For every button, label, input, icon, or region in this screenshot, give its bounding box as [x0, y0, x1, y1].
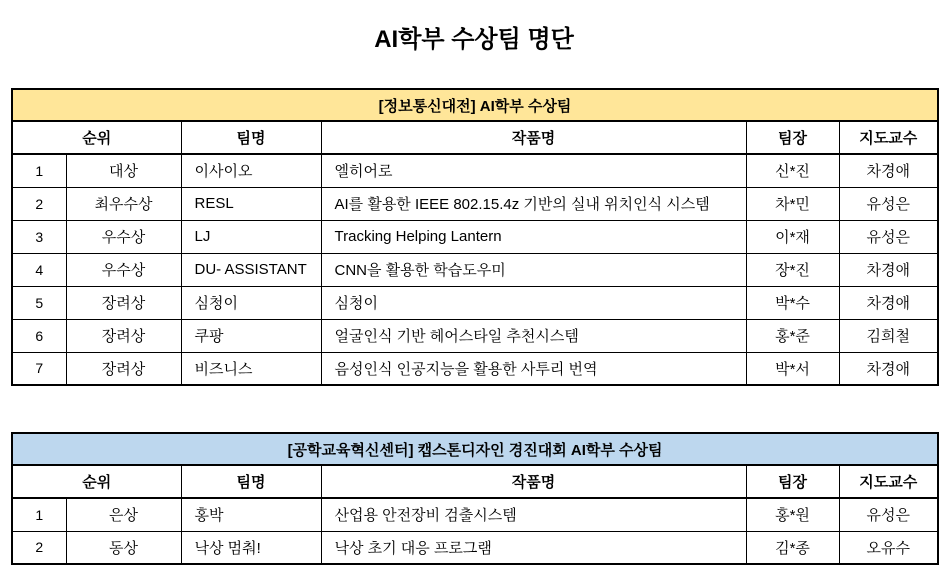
- cell-advisor: 유성은: [839, 187, 938, 220]
- cell-rank: 우수상: [66, 220, 181, 253]
- cell-rank: 장려상: [66, 319, 181, 352]
- table-row: [12, 352, 938, 385]
- cell-advisor: 차경애: [839, 154, 938, 187]
- awards-table-infocomm: [11, 88, 939, 386]
- cell-rank: 우수상: [66, 253, 181, 286]
- table-row: [12, 498, 938, 531]
- column-header-team: 팀명: [181, 121, 321, 154]
- awards-table-capstone: [11, 432, 939, 565]
- cell-rank: 장려상: [66, 352, 181, 385]
- table-banner-row: [12, 89, 938, 121]
- cell-team: 비즈니스: [181, 352, 321, 385]
- cell-team: 심청이: [181, 286, 321, 319]
- column-header-team: 팀명: [181, 465, 321, 498]
- cell-work: 산업용 안전장비 검출시스템: [321, 498, 746, 531]
- cell-no: 6: [12, 319, 66, 352]
- column-header-leader: 팀장: [746, 121, 839, 154]
- table-header-row: [12, 121, 938, 154]
- cell-leader: 박*수: [746, 286, 839, 319]
- column-header-rank: 순위: [12, 121, 181, 154]
- column-header-work: 작품명: [321, 465, 746, 498]
- cell-advisor: 차경애: [839, 253, 938, 286]
- cell-rank: 동상: [66, 531, 181, 564]
- column-header-rank: 순위: [12, 465, 181, 498]
- table-row: [12, 253, 938, 286]
- cell-no: 1: [12, 498, 66, 531]
- cell-team: LJ: [181, 220, 321, 253]
- cell-advisor: 유성은: [839, 498, 938, 531]
- cell-no: 7: [12, 352, 66, 385]
- cell-work: 심청이: [321, 286, 746, 319]
- cell-team: 이사이오: [181, 154, 321, 187]
- cell-no: 4: [12, 253, 66, 286]
- cell-leader: 김*종: [746, 531, 839, 564]
- cell-work: AI를 활용한 IEEE 802.15.4z 기반의 실내 위치인식 시스템: [321, 187, 746, 220]
- table-row: [12, 286, 938, 319]
- cell-work: 낙상 초기 대응 프로그램: [321, 531, 746, 564]
- cell-rank: 대상: [66, 154, 181, 187]
- cell-leader: 홍*원: [746, 498, 839, 531]
- table-header-row: [12, 465, 938, 498]
- cell-rank: 장려상: [66, 286, 181, 319]
- cell-team: 홍박: [181, 498, 321, 531]
- cell-work: CNN을 활용한 학습도우미: [321, 253, 746, 286]
- cell-team: 낙상 멈춰!: [181, 531, 321, 564]
- cell-work: 얼굴인식 기반 헤어스타일 추천시스템: [321, 319, 746, 352]
- cell-leader: 박*서: [746, 352, 839, 385]
- cell-team: DU- ASSISTANT: [181, 253, 321, 286]
- cell-team: 쿠팡: [181, 319, 321, 352]
- table-row: [12, 220, 938, 253]
- page-title: AI학부 수상팀 명단: [374, 26, 574, 53]
- cell-team: RESL: [181, 187, 321, 220]
- cell-work: 음성인식 인공지능을 활용한 사투리 번역: [321, 352, 746, 385]
- cell-work: Tracking Helping Lantern: [321, 220, 746, 253]
- table-banner-row: [12, 433, 938, 465]
- cell-advisor: 오유수: [839, 531, 938, 564]
- column-header-advisor: 지도교수: [839, 465, 938, 498]
- column-header-advisor: 지도교수: [839, 121, 938, 154]
- table-row: [12, 154, 938, 187]
- cell-rank: 은상: [66, 498, 181, 531]
- cell-leader: 홍*준: [746, 319, 839, 352]
- column-header-leader: 팀장: [746, 465, 839, 498]
- cell-rank: 최우수상: [66, 187, 181, 220]
- cell-advisor: 차경애: [839, 286, 938, 319]
- cell-leader: 신*진: [746, 154, 839, 187]
- table-row: [12, 531, 938, 564]
- cell-work: 엘히어로: [321, 154, 746, 187]
- cell-advisor: 유성은: [839, 220, 938, 253]
- cell-no: 3: [12, 220, 66, 253]
- table-banner: [정보통신대전] AI학부 수상팀: [12, 89, 938, 121]
- cell-leader: 이*재: [746, 220, 839, 253]
- cell-leader: 차*민: [746, 187, 839, 220]
- cell-no: 2: [12, 531, 66, 564]
- cell-no: 5: [12, 286, 66, 319]
- cell-advisor: 김희철: [839, 319, 938, 352]
- table-banner: [공학교육혁신센터] 캡스톤디자인 경진대회 AI학부 수상팀: [12, 433, 938, 465]
- cell-advisor: 차경애: [839, 352, 938, 385]
- cell-leader: 장*진: [746, 253, 839, 286]
- cell-no: 2: [12, 187, 66, 220]
- table-row: [12, 187, 938, 220]
- table-row: [12, 319, 938, 352]
- column-header-work: 작품명: [321, 121, 746, 154]
- cell-no: 1: [12, 154, 66, 187]
